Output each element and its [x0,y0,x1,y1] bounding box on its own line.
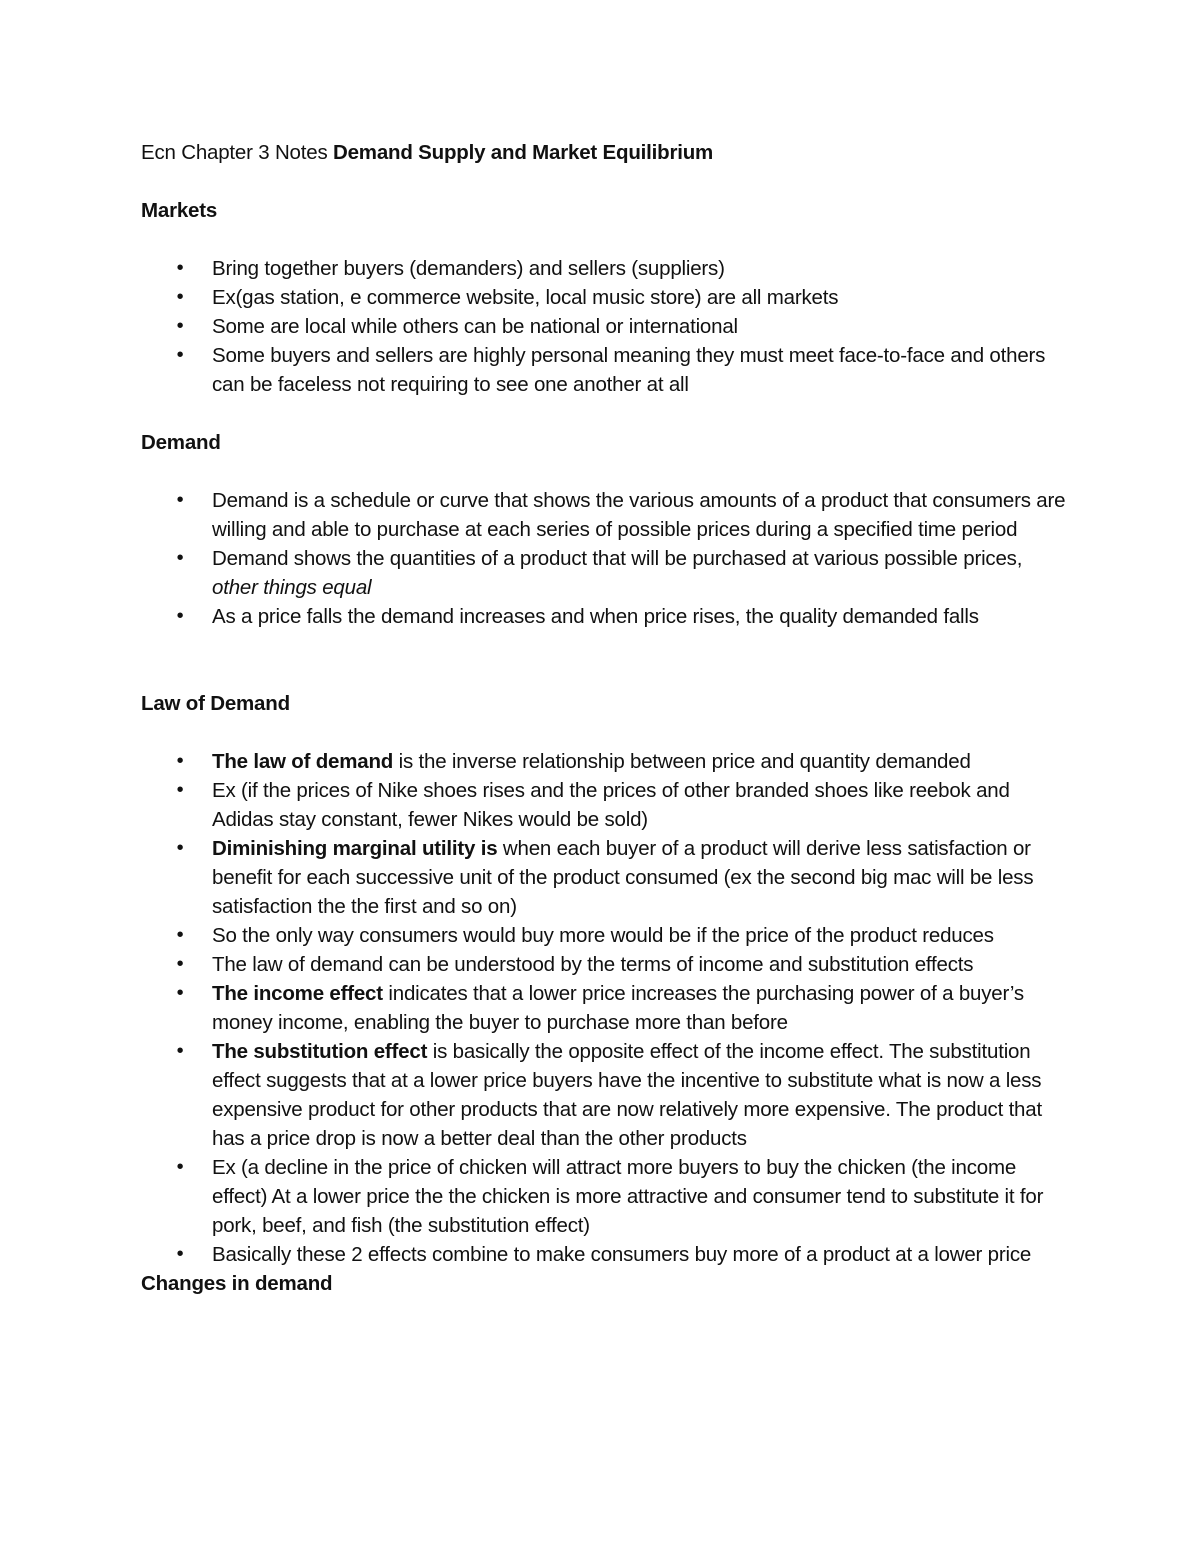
list-item [141,254,1071,283]
bullet-icon: • [176,837,184,859]
list-item-text: Bring together buyers (demanders) and sellers (suppliers) [212,257,725,280]
bullet-icon: • [176,257,184,279]
bullet-icon: • [176,605,184,627]
bullet-icon: • [176,1243,184,1265]
bullet-icon: • [176,286,184,308]
bold-term: The law of demand [212,750,394,773]
bold-term: The income effect [212,982,383,1005]
list-item [141,602,1071,631]
list-item-text: Some buyers and sellers are highly personal meaning they must meet face-to-face and others can be faceless not requiring to see one another at all [212,344,1046,396]
list-item [141,979,1071,1037]
list-item-text: Ex(gas station, e commerce website, local music store) are all markets [212,286,839,309]
document-title [141,138,1071,167]
section-heading-changes-in-demand: Changes in demand [141,1272,333,1295]
list-item-text: Some are local while others can be national or international [212,315,738,338]
list-item-text: Ex (a decline in the price of chicken will attract more buyers to buy the chicken (the income effect) At a lower price the the chicken is more attractive and consumer tend to substitute it for pork, beef, and fish (the substitution effect) [212,1156,1044,1237]
list-item-text: As a price falls the demand increases and when price rises, the quality demanded falls [212,605,979,628]
italic-phrase: other things equal [212,576,372,599]
list-item-text: Basically these 2 effects combine to make consumers buy more of a product at a lower price [212,1243,1032,1266]
blank-line [141,660,1071,689]
bullet-icon: • [176,750,184,772]
list-item [141,1153,1071,1240]
list-item-text: The law of demand can be understood by the terms of income and substitution effects [212,953,974,976]
bullet-icon: • [176,982,184,1004]
law-of-demand-list [141,747,1071,1269]
list-item [141,283,1071,312]
list-item [141,747,1071,776]
list-item-text: is the inverse relationship between price and quantity demanded [393,750,971,773]
bullet-icon: • [176,315,184,337]
list-item-text: Demand is a schedule or curve that shows the various amounts of a product that consumers are willing and able to purchase at each series of possible prices during a specified time period [212,489,1066,541]
section-heading-law-of-demand: Law of Demand [141,692,290,715]
list-item [141,921,1071,950]
bullet-icon: • [176,953,184,975]
document-page [141,138,1071,1327]
list-item [141,544,1071,602]
section-heading-demand: Demand [141,431,221,454]
bold-term: Diminishing marginal utility is [212,837,498,860]
list-item-text: Ex (if the prices of Nike shoes rises and the prices of other branded shoes like reebok and Adidas stay constant, fewer Nikes would be sold) [212,779,1010,831]
list-item [141,950,1071,979]
list-item [141,486,1071,544]
list-item [141,776,1071,834]
list-item [141,341,1071,399]
section-heading-markets: Markets [141,199,218,222]
bullet-icon: • [176,924,184,946]
list-item-text: is basically the opposite effect of the income effect. The substitution effect suggests that at a lower price buyers have the incentive to substitute what is now a less expensive product for other products that are now relatively more expensive. The product that has a price drop is now a better deal than the other products [212,1040,1042,1150]
bullet-icon: • [176,489,184,511]
list-item [141,834,1071,921]
bullet-icon: • [176,1156,184,1178]
list-item [141,312,1071,341]
bullet-icon: • [176,547,184,569]
list-item-text: indicates that a lower price increases the purchasing power of a buyer’s money income, enabling the buyer to purchase more than before [212,982,1024,1034]
title-bold: Demand Supply and Market Equilibrium [333,141,714,164]
demand-list [141,486,1071,631]
list-item [141,1037,1071,1153]
title-prefix: Ecn Chapter 3 Notes [141,141,333,164]
list-item-text: So the only way consumers would buy more would be if the price of the product reduces [212,924,994,947]
list-item-text: when each buyer of a product will derive less satisfaction or benefit for each successive unit of the product consumed (ex the second big mac will be less satisfaction the the first and so on) [212,837,1034,918]
bullet-icon: • [176,344,184,366]
bold-term: The substitution effect [212,1040,428,1063]
markets-list [141,254,1071,399]
bullet-icon: • [176,1040,184,1062]
list-item-text: Demand shows the quantities of a product that will be purchased at various possible prices, [212,547,1023,570]
list-item [141,1240,1071,1269]
bullet-icon: • [176,779,184,801]
